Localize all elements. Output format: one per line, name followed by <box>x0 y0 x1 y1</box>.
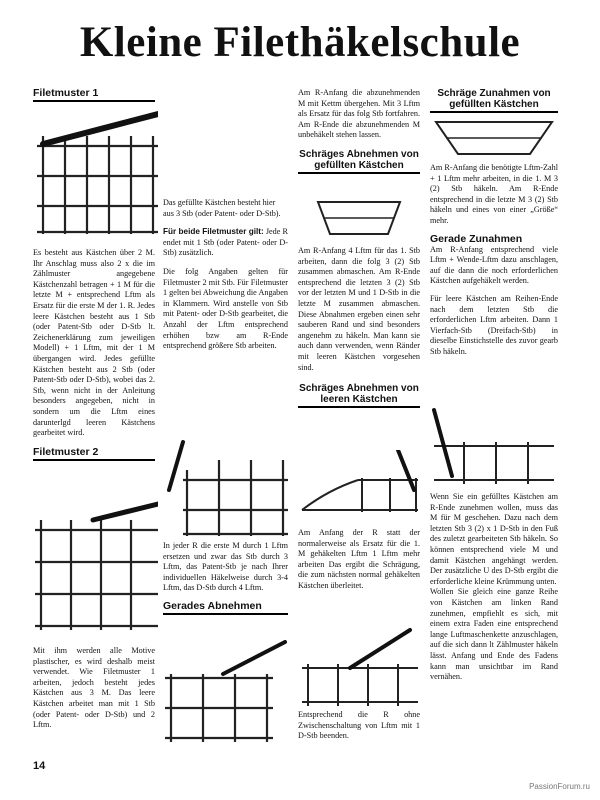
straight-increase-illustration <box>430 406 558 488</box>
heading-filetmuster-1: Filetmuster 1 <box>33 87 99 99</box>
paragraph: Am R-Anfang 4 Lftm für das 1. Stb arbeiten, dann die folg 3 (2) Stb zusammen abmaschen. Am R-Ende entsprechend die letzten 3 (2) Stb vor der letzten M und 1 D-Stb in die letzte M zusammen abmaschen. Diese Abnahmen ergeben einen sehr sauberen Rand und sind besonders angenehm zu häkeln. Man kann sie auch dann verwenden, wenn Ränder mit leeren Kästchen vorgesehen sind. <box>298 246 420 372</box>
paragraph: Am Anfang der R statt der normalerweise als Ersatz für die 1. M gehäkelten Lftm 1 Lftm mehr arbeiten Das ergibt die Schrägung, die zum nächsten normal gehäkelten Kästchen überleitet. <box>298 528 420 590</box>
paragraph: Wenn Sie ein gefülltes Kästchen am R-Ende zunehmen wollen, muss das M für M geschehen. Dazu nach dem letzten Stb 3 (2) x 1 D-Stb in den Fuß des zuletzt gearbeiteten Stb häkeln. So können entsprechend viele M und damit Kästchen angehängt werden. Der zusätzliche U des D-Stb ergibt die erforderliche kleine Krümmung unten. <box>430 492 558 586</box>
paragraph: Es besteht aus Kästchen über 2 M. Ihr Anschlag muss also 2 x die im Zählmuster angegebene Kästchenzahl betragen + 1 M für die letzte M + entsprechend Lftm als Ersatz für die erste M der 1. R. Jedes leere Kästchen besteht aus 1 Stb (oder Patent-Stb oder D-Stb lt. Zeichenerklärung zum jeweiligen Modell) + 1 Lftm, mit der 1 M übergangen wird. Jedes gefüllte Kästchen besteht aus 2 Stb (oder Patent-Stb oder D-Stb), wobei das 2. Stb, wenn nicht in der Anleitung besonders angegeben, nicht in sondern um die Lftm eines darunterlgd leeren Kästchens gearbeitet wird. <box>33 248 155 438</box>
paragraph: Am R-Anfang die abzunehmenden M mit Kettm übergehen. Mit 3 Lftm als Ersatz für das folg Stb fortfahren. Am R-Ende die abzunehmenden M unbehäkelt stehen lassen. <box>298 88 420 140</box>
column-3-bottom <box>298 710 420 742</box>
divider <box>33 100 155 102</box>
divider <box>298 172 420 174</box>
heading-schraege-zunahmen: Schräge Zunahmen von gefüllten Kästchen <box>437 88 551 110</box>
straight-decrease-illustration <box>163 638 288 748</box>
yarn-curve <box>302 480 358 510</box>
paragraph: Mit ihm werden alle Motive plastischer, es wird deshalb meist verwendet. Wie Filetmuster 1 arbeiten, jedoch besteht jedes Kästchen aus 3 M. Das leere Kästchen arbeitet man mit 1 Stb (oder Patent- oder D-Stb) und 2 Lftm. <box>33 646 155 730</box>
heading-gerade-zunahmen: Gerade Zunahmen <box>430 232 523 245</box>
column-3-middle <box>298 246 420 411</box>
paragraph: Entsprechend die R ohne Zwischenschaltung von Lftm mit 1 D-Stb beenden. <box>298 710 420 741</box>
page-title: Kleine Filethäkelschule <box>79 19 521 66</box>
heading-filetmuster-2: Filetmuster 2 <box>33 445 99 458</box>
filet-2-illustration <box>33 500 158 640</box>
paragraph: Wollen Sie gleich eine ganze Reihe von Kästchen am linken Rand zunehmen, empfiehlt es sich, mit einem extra Faden eine entsprechend lange Luftmaschenkette anzuschlagen, auf die sich dann lt Zählmuster häkeln lässt. Anfang und Ende des Fadens kann man unsichtbar im Rand vernähen. <box>430 587 558 682</box>
heading-gerades-abnehmen: Gerades Abnehmen <box>163 599 262 612</box>
paragraph: Die folg Angaben gelten für Filetmuster 2 mit Stb. Für Filetmuster 1 gelten bei Abweichung die Angaben in Klammern. Wird anstelle von Stb mit Patent- oder D-Stb gearbeitet, die Anzahl der Lftm entsprechend erhöhen bzw am R-Ende entsprechend größere Stb arbeiten. <box>163 266 288 351</box>
column-1-bottom <box>33 646 155 731</box>
column-3 <box>298 88 420 177</box>
crochet-hook-icon <box>398 450 414 490</box>
row-start-illustration <box>163 420 288 538</box>
column-2 <box>163 198 288 352</box>
column-4-bottom <box>430 492 558 683</box>
paragraph: Am R-Anfang die benötigte Lftm-Zahl + 1 Lftm mehr arbeiten, in die 1. M 3 (2) Stb häkeln. Am R-Ende entsprechend in die letzte M 3 (2) Stb häkeln und eines von einer „Größe“ mehr. <box>430 163 558 225</box>
column-3-lower <box>298 528 420 592</box>
column-2-bottom <box>163 541 288 618</box>
column-1 <box>33 88 155 105</box>
heading-schraeges-abnehmen-leer: Schräges Abnehmen von leeren Kästchen <box>299 383 419 406</box>
divider <box>163 613 288 615</box>
crochet-hook-icon <box>43 114 158 144</box>
filet-1-illustration <box>33 106 158 236</box>
crochet-hook-icon <box>169 442 183 490</box>
lead-text: Für beide Filetmuster gilt: <box>163 227 264 237</box>
crochet-hook-icon <box>223 642 285 674</box>
column-4 <box>430 88 558 116</box>
column-4-text <box>430 163 558 358</box>
slanted-decrease-filled-illustration <box>298 196 420 242</box>
crochet-hook-icon <box>434 410 452 476</box>
divider <box>430 111 558 113</box>
slanted-increase-illustration <box>430 116 558 160</box>
crochet-hook-icon <box>93 504 158 520</box>
crochet-hook-icon <box>350 630 410 668</box>
slanted-decrease-empty-illustration <box>298 450 423 520</box>
divider <box>298 406 420 408</box>
paragraph: Für leere Kästchen am Reihen-Ende nach dem letzten Stb die erforderlichen Lftm arbeiten. Dann 1 Vierfach-Stb (Dreifach-Stb) in dieselbe Einstichstelle des zuvor gearb Stb häkeln. <box>430 293 558 356</box>
heading-schraeges-abnehmen-gefuellt: Schräges Abnehmen von gefüllten Kästchen <box>299 148 419 171</box>
divider <box>33 459 155 461</box>
watermark: PassionForum.ru <box>529 782 590 791</box>
paragraph: Jede R endet mit 1 Stb (oder Patent- oder D-Stb) zusätzlich. <box>163 227 288 258</box>
page-number: 14 <box>33 760 46 772</box>
row-end-illustration <box>298 618 423 710</box>
column-1-text <box>33 248 155 464</box>
paragraph: In jeder R die erste M durch 1 Lftm ersetzen und zwar das Stb durch 3 Lftm, das Patent-Stb je nach Ihrer individuellen Häkelweise durch 3-4 Lftm, das D-Stb durch 4 Lftm. <box>163 541 288 593</box>
caption: Das gefüllte Kästchen besteht hier aus 3 Stb (oder Patent- oder D-Stb). <box>163 198 281 218</box>
paragraph: Am R-Anfang entsprechend viele Lftm + Wende-Lftm dazu anschlagen, auf die dann die noch erforderlichen Kästchen aufgehäkelt werden. <box>430 244 558 286</box>
